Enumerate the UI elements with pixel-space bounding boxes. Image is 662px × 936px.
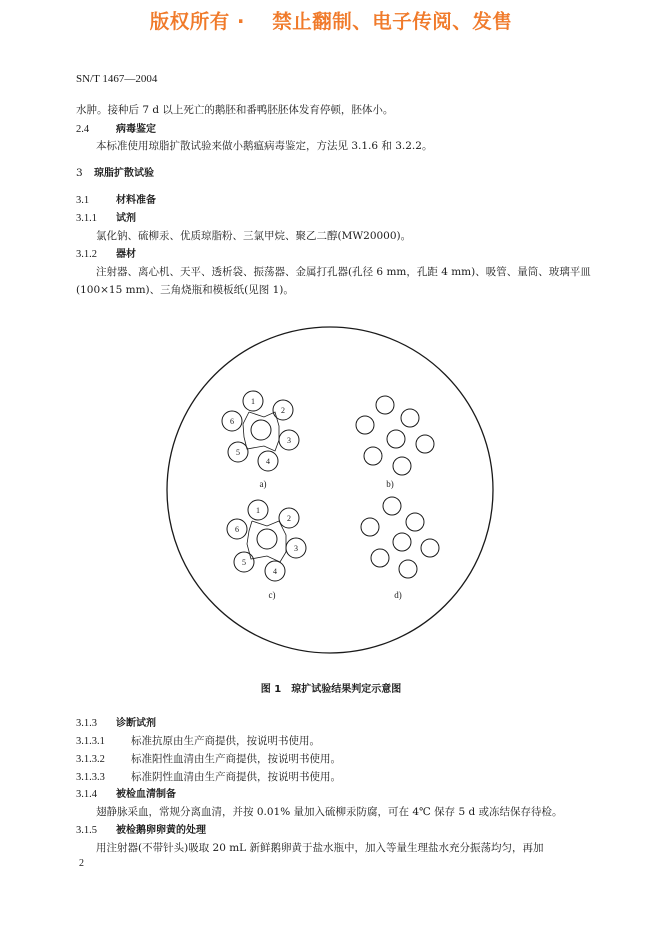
section-number: 2.4 bbox=[76, 124, 90, 135]
section-heading-3-1-3 bbox=[76, 716, 156, 731]
standard-number: SN/T 1467—2004 bbox=[76, 73, 158, 85]
panel-a-wells bbox=[222, 391, 299, 471]
well-label-1: 1 bbox=[251, 397, 255, 406]
paragraph: 翅静脉采血，常规分离血清，并按 0.01% 量加入硫柳汞防腐，可在 4℃ 保存 5 d 或冻结保存待检。 bbox=[96, 806, 563, 818]
section-title: 材料准备 bbox=[116, 195, 156, 206]
panel-c-precipitation-lines bbox=[247, 521, 286, 562]
section-title: 被检血清制备 bbox=[116, 789, 176, 800]
section-heading-3-1-4 bbox=[76, 787, 176, 802]
clause-3-1-3-1 bbox=[76, 734, 320, 749]
section-number: 3.1.3.1 bbox=[76, 736, 105, 747]
section-number: 3 bbox=[76, 167, 83, 179]
section-number: 3.1.3 bbox=[76, 718, 97, 729]
clause-3-1-3-3 bbox=[76, 770, 341, 785]
well-label-6: 6 bbox=[230, 417, 234, 426]
panel-d-wells bbox=[361, 497, 439, 578]
section-number: 3.1.5 bbox=[76, 825, 97, 836]
section-title: 病毒鉴定 bbox=[116, 124, 156, 135]
well-label-4: 4 bbox=[266, 457, 270, 466]
well-label-5: 5 bbox=[236, 448, 240, 457]
section-title: 诊断试剂 bbox=[116, 718, 156, 729]
panel-label-b: b) bbox=[386, 479, 394, 489]
page-number: 2 bbox=[79, 858, 84, 869]
well-label-4: 4 bbox=[273, 567, 277, 576]
well-label-3: 3 bbox=[287, 436, 291, 445]
panel-b-wells bbox=[356, 396, 434, 475]
petri-dish-outline bbox=[167, 327, 493, 653]
paragraph: 水肿。接种后 7 d 以上死亡的鹅胚和番鸭胚胚体发育停顿，胚体小。 bbox=[76, 104, 394, 116]
section-title: 被检鹅卵卵黄的处理 bbox=[116, 825, 206, 836]
copyright-banner: 版权所有 · 禁止翻制、电子传阅、发售 bbox=[149, 10, 513, 33]
section-title: 试剂 bbox=[116, 213, 136, 224]
section-number: 3.1.4 bbox=[76, 789, 97, 800]
clause-text: 标准抗原由生产商提供，按说明书使用。 bbox=[131, 735, 320, 747]
figure-caption: 图 1 琼扩试验结果判定示意图 bbox=[260, 684, 402, 695]
panel-label-d: d) bbox=[394, 590, 402, 600]
section-number: 3.1 bbox=[76, 195, 90, 206]
panel-label-c: c) bbox=[268, 590, 276, 600]
well-label-6: 6 bbox=[235, 525, 239, 534]
paragraph: 注射器、离心机、天平、透析袋、振荡器、金属打孔器(孔径 6 mm，孔距 4 mm)、吸管、量筒、玻璃平皿 bbox=[96, 266, 591, 278]
section-number: 3.1.3.3 bbox=[76, 772, 105, 783]
well-label-5: 5 bbox=[242, 558, 246, 567]
clause-text: 标准阴性血清由生产商提供，按说明书使用。 bbox=[131, 771, 341, 783]
clause-text: 标准阳性血清由生产商提供，按说明书使用。 bbox=[131, 753, 341, 765]
well-label-2: 2 bbox=[281, 406, 285, 415]
well-label-1: 1 bbox=[256, 506, 260, 515]
well-label-2: 2 bbox=[287, 514, 291, 523]
paragraph: 本标准使用琼脂扩散试验来做小鹅瘟病毒鉴定，方法见 3.1.6 和 3.2.2。 bbox=[96, 140, 433, 152]
section-number: 3.1.3.2 bbox=[76, 754, 105, 765]
section-title: 器材 bbox=[116, 249, 136, 260]
well-label-3: 3 bbox=[294, 544, 298, 553]
paragraph: 氯化钠、硫柳汞、优质琼脂粉、三氯甲烷、聚乙二醇(MW20000)。 bbox=[96, 230, 412, 242]
section-number: 3.1.2 bbox=[76, 249, 97, 260]
panel-a-precipitation-lines bbox=[243, 412, 279, 451]
panel-c-wells bbox=[227, 500, 306, 581]
section-number: 3.1.1 bbox=[76, 213, 97, 224]
section-heading-3-1-5 bbox=[76, 823, 206, 838]
panel-label-a: a) bbox=[259, 479, 267, 489]
paragraph: 用注射器(不带针头)吸取 20 mL 新鲜鹅卵黄于盐水瓶中，加入等量生理盐水充分振荡均匀，再加 bbox=[96, 842, 544, 854]
section-title: 琼脂扩散试验 bbox=[94, 168, 154, 179]
clause-3-1-3-2 bbox=[76, 752, 341, 767]
paragraph: (100×15 mm)、三角烧瓶和模板纸(见图 1)。 bbox=[76, 284, 294, 296]
